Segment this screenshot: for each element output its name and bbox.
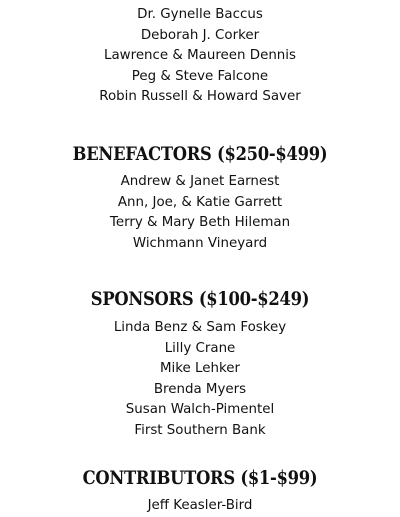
sponsors-heading: SPONSORS ($100-$249) xyxy=(90,288,310,310)
donor-name: Dr. Gynelle Baccus xyxy=(137,7,263,22)
benefactors-names-list xyxy=(0,172,400,254)
donor-name: Lilly Crane xyxy=(164,340,236,356)
donor-name: Jeff Keasler-Bird xyxy=(147,498,253,513)
donor-name: Deborah J. Corker xyxy=(140,27,260,43)
sponsors-names-list xyxy=(0,318,400,441)
contributors-heading: CONTRIBUTORS ($1-$99) xyxy=(82,467,318,489)
donor-name: Wichmann Vineyard xyxy=(132,235,268,251)
donor-name: First Southern Bank xyxy=(134,422,266,438)
donor-name: Ann, Joe, & Katie Garrett xyxy=(117,194,283,210)
donor-name: Robin Russell & Howard Saver xyxy=(99,89,301,104)
patron-names-list xyxy=(0,5,400,108)
donor-name: Mike Lehker xyxy=(159,361,241,376)
donor-name: Lawrence & Maureen Dennis xyxy=(103,48,296,63)
benefactors-heading: BENEFACTORS ($250-$499) xyxy=(72,143,328,165)
donor-name: Andrew & Janet Earnest xyxy=(120,174,280,189)
donor-name: Brenda Myers xyxy=(153,381,247,397)
donor-name: Susan Walch-Pimentel xyxy=(125,402,275,417)
donor-name: Terry & Mary Beth Hileman xyxy=(109,215,291,230)
contributors-names-list xyxy=(0,496,400,517)
donor-name: Peg & Steve Falcone xyxy=(131,68,269,84)
donor-name: Linda Benz & Sam Foskey xyxy=(113,320,287,335)
